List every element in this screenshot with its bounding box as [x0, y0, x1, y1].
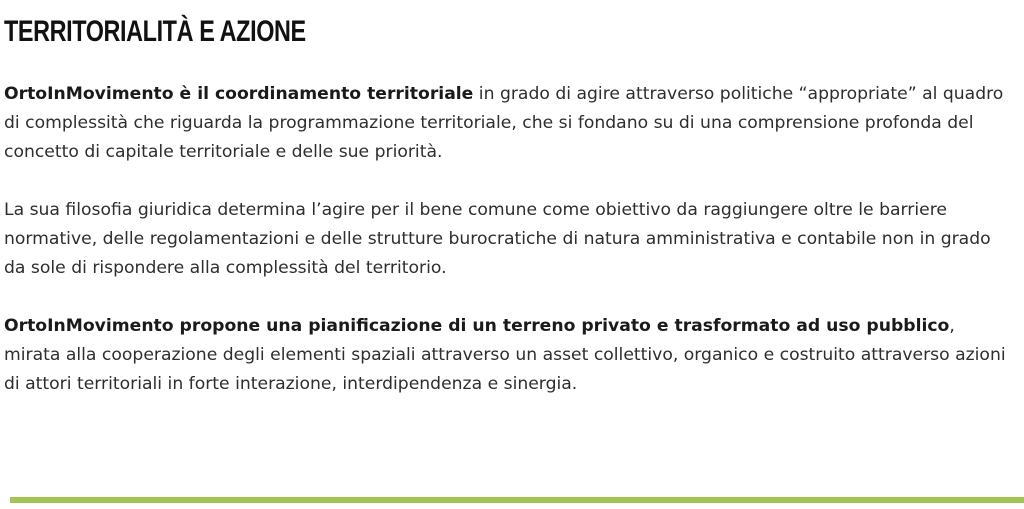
green-divider — [10, 497, 1024, 503]
paragraph-bold-lead: OrtoInMovimento è il coordinamento territoriale — [4, 84, 474, 104]
paragraph-coordinamento — [4, 80, 1016, 167]
paragraph-text: La sua filosofia giuridica determina l’agire per il bene comune come obiettivo da raggiungere oltre le barriere normative, delle regolamentazioni e delle strutture burocratiche di natura amministrativa e contabile non in grado da sole di rispondere alla complessità del territorio. — [4, 200, 991, 278]
paragraph-filosofia — [4, 196, 1016, 283]
paragraph-text: in grado di agire attraverso politiche “appropriate” al quadro di complessità che riguarda la programmazione territoriale, che si fondano su di una comprensione profonda del concetto di capitale territoriale e delle sue priorità. — [4, 84, 1004, 162]
article — [4, 14, 1016, 428]
section-heading: TERRITORIALITÀ E AZIONE — [4, 15, 306, 48]
paragraph-pianificazione — [4, 312, 1016, 399]
paragraph-bold-lead: OrtoInMovimento propone una pianificazione di un terreno privato e trasformato ad uso pubblico — [4, 316, 950, 336]
paragraph-text: , mirata alla cooperazione degli elementi spaziali attraverso un asset collettivo, organico e costruito attraverso azioni di attori territoriali in forte interazione, interdipendenza e sinergia. — [4, 316, 1006, 394]
